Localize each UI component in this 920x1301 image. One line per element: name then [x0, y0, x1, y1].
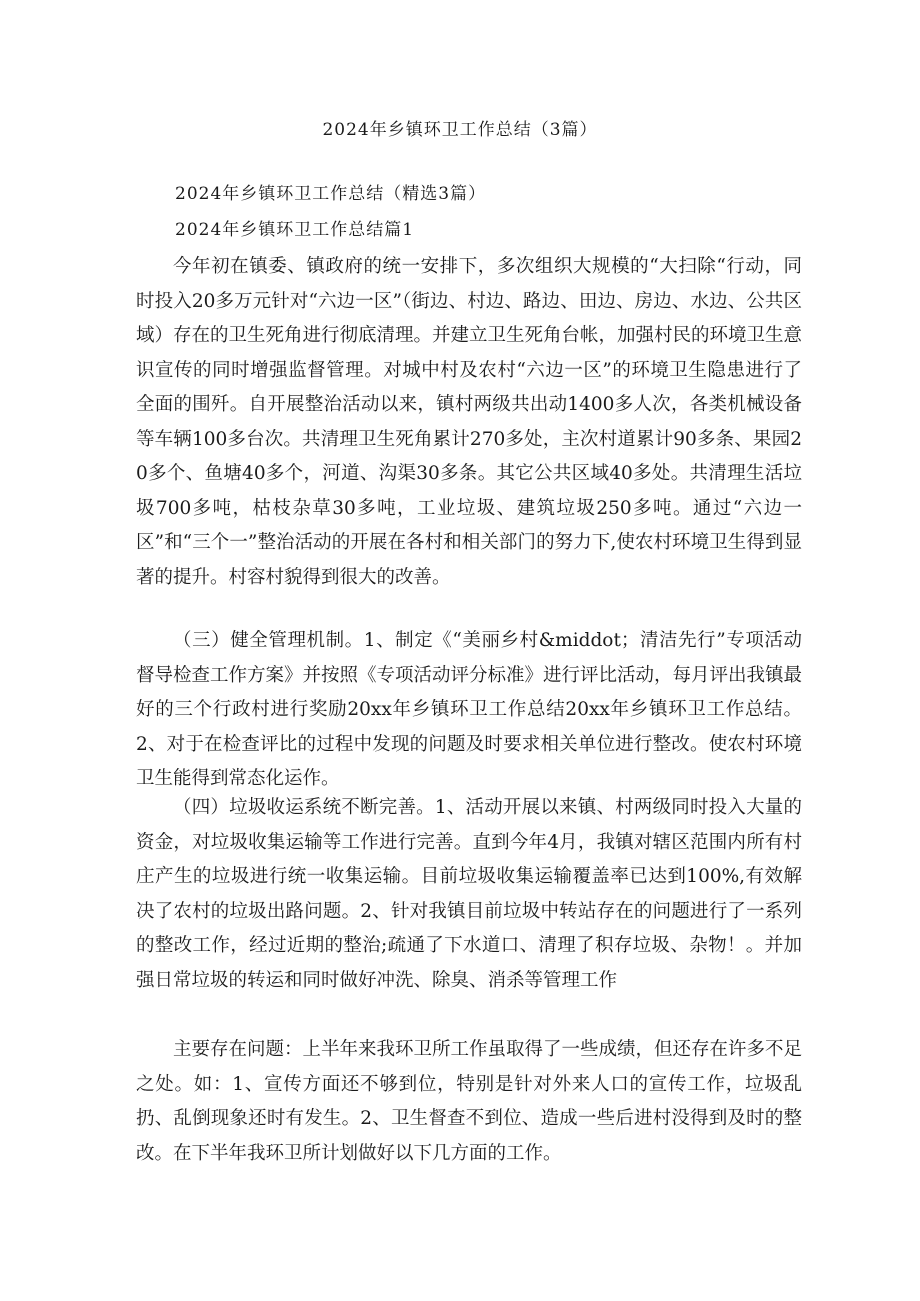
document-title: 2024年乡镇环卫工作总结（3篇） [322, 120, 598, 140]
body-paragraph-4: 主要存在问题：上半年来我环卫所工作虽取得了一些成绩，但还存在许多不足之处。如：1、宣传方面还不够到位，特别是针对外来人口的宣传工作，垃圾乱扔、乱倒现象还时有发生。2、卫生督查不到位、造成一些后进村没得到及时的整改。在下半年我环卫所计划做好以下几方面的工作。 [136, 1039, 803, 1164]
section-heading: 2024年乡镇环卫工作总结篇1 [175, 220, 415, 240]
document-subtitle: 2024年乡镇环卫工作总结（精选3篇） [175, 184, 487, 204]
body-paragraph-1: 今年初在镇委、镇政府的统一安排下，多次组织大规模的“大扫除“行动，同时投入20多万元针对“六边一区”（街边、村边、路边、田边、房边、水边、公共区域）存在的卫生死角进行彻底清理。并建立卫生死角台帐，加强村民的环境卫生意识宣传的同时增强监督管理。对城中村及农村“六边一区”的环境卫生隐患进行了全面的围歼。自开展整治活动以来，镇村两级共出动1400多人次，各类机械设备等车辆100多台次。共清理卫生死角累计270多处，主次村道累计90多条、果园20多个、鱼塘40多个，河道、沟渠30多条。其它公共区域40多处。共清理生活垃圾700多吨，枯枝杂草30多吨，工业垃圾、建筑垃圾250多吨。通过“六边一区”和“三个一”整治活动的开展在各村和相关部门的努力下,使农村环境卫生得到显著的提升。村容村貌得到很大的改善。 [136, 256, 803, 588]
body-paragraph-2: （三）健全管理机制。1、制定《“美丽乡村&middot；清洁先行”专项活动督导检查工作方案》并按照《专项活动评分标准》进行评比活动，每月评出我镇最好的三个行政村进行奖励20xx年乡镇环卫工作总结20xx年乡镇环卫工作总结。2、对于在检查评比的过程中发现的问题及时要求相关单位进行整改。使农村环境卫生能得到常态化运作。 [136, 630, 803, 789]
body-paragraph-3: （四）垃圾收运系统不断完善。1、活动开展以来镇、村两级同时投入大量的资金，对垃圾收集运输等工作进行完善。直到今年4月，我镇对辖区范围内所有村庄产生的垃圾进行统一收集运输。目前垃圾收集运输覆盖率已达到100%,有效解决了农村的垃圾出路问题。2、针对我镇目前垃圾中转站存在的问题进行了一系列的整改工作，经过近期的整治;疏通了下水道口、清理了积存垃圾、杂物！。并加强日常垃圾的转运和同时做好冲洗、除臭、消杀等管理工作 [136, 797, 802, 991]
